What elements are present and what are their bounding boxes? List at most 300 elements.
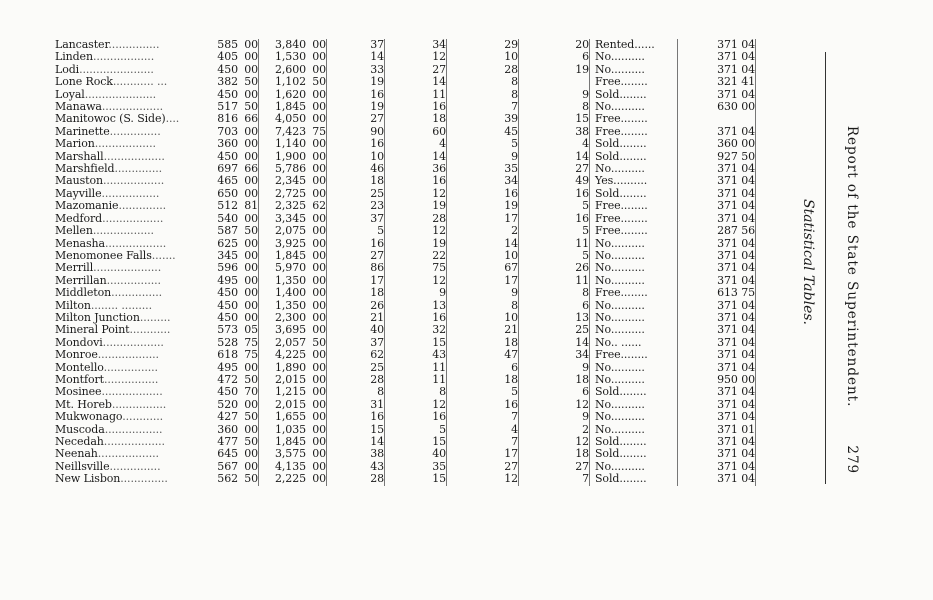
cents-2-cell: 00 [312,186,326,200]
leader-dots: .................... [93,261,162,275]
count-4-cell: 14 [575,149,589,163]
column-rule [756,349,758,361]
place-name: Lancaster [55,38,109,51]
leader-dots: ........ [619,149,647,163]
amount-2-cell: 1,620 [275,87,306,101]
leader-dots: .................. [102,335,164,349]
leader-dots: ........ [619,385,647,399]
column-rule [756,51,758,63]
count-2-cell: 14 [432,149,446,163]
amount-2-cell: 1,350 [275,298,306,312]
count-3-cell: 2 [511,224,518,238]
leader-dots: ........ [619,137,647,151]
cents-1-cell: 00 [244,397,258,411]
value-cell: 371 04 [717,261,755,275]
status-text: No [595,422,611,436]
count-4-cell: 5 [582,199,589,213]
column-rule [756,175,758,187]
column-rule [756,151,758,163]
value-cell: 371 04 [717,50,755,64]
place-name: Linden [55,50,93,64]
place-name: Mazomanie [55,199,119,213]
count-3-cell: 8 [511,298,518,312]
amount-2-cell: 1,890 [275,360,306,374]
count-4-cell: 8 [582,286,589,300]
value-cell: 371 04 [717,273,755,287]
cents-2-cell: 00 [312,174,326,188]
place-name: Menomonee Falls [55,248,152,262]
place-name: Menasha [55,236,106,250]
amount-1-cell: 465 [217,174,238,188]
status-text: No [595,459,611,473]
amount-2-cell: 2,345 [275,174,306,188]
value-cell: 371 04 [717,447,755,461]
leader-dots: .................. [92,224,154,238]
amount-2-cell: 1,400 [275,286,306,300]
table-row [55,436,757,448]
table-row [55,287,757,299]
count-4-cell: 9 [582,360,589,374]
count-1-cell: 23 [370,199,384,213]
count-4-cell: 13 [575,310,589,324]
amount-2-cell: 1,655 [275,410,306,424]
table-row [55,39,757,51]
count-2-cell: 16 [432,174,446,188]
cents-1-cell: 00 [244,261,258,275]
value-cell: 371 04 [717,472,755,486]
cents-2-cell: 00 [312,38,326,51]
count-3-cell: 27 [504,459,518,473]
column-rule [756,138,758,150]
count-2-cell: 4 [439,137,446,151]
count-1-cell: 19 [370,75,384,89]
page-rule [825,52,826,484]
count-2-cell: 12 [432,397,446,411]
column-rule [756,424,758,436]
count-4-cell [520,76,590,88]
cents-2-cell: 00 [312,137,326,151]
column-rule [756,238,758,250]
count-2-cell: 16 [432,410,446,424]
leader-dots: .................. [97,348,159,362]
count-4-cell: 20 [575,38,589,51]
status-text: Free [595,75,621,89]
leader-dots: .......... [610,248,645,262]
count-1-cell: 43 [370,459,384,473]
leader-dots: .. ...... [610,335,642,349]
value-cell: 360 00 [717,137,755,151]
count-2-cell: 9 [439,286,446,300]
count-2-cell: 11 [432,372,446,386]
place-name: Middleton [55,286,112,300]
value-cell: 371 04 [717,62,755,76]
amount-1-cell: 345 [217,248,238,262]
count-4-cell: 9 [582,410,589,424]
cents-1-cell: 00 [244,286,258,300]
cents-1-cell: 00 [244,459,258,473]
cents-1-cell: 50 [244,75,258,89]
cents-1-cell: 66 [244,112,258,126]
count-3-cell: 7 [511,410,518,424]
count-4-cell: 6 [582,50,589,64]
cents-2-cell: 00 [312,298,326,312]
leader-dots: ........ [619,435,647,448]
count-2-cell: 12 [432,186,446,200]
count-1-cell: 21 [370,310,384,324]
amount-1-cell: 450 [217,385,238,399]
count-3-cell: 9 [511,286,518,300]
amount-1-cell: 596 [217,261,238,275]
amount-2-cell: 1,845 [275,435,306,448]
place-name: Manawa [55,100,102,114]
cents-1-cell: 66 [244,162,258,176]
place-name: Marion [55,137,95,151]
statistics-table-body [55,39,757,486]
column-rule [756,101,758,113]
amount-1-cell: 405 [217,50,238,64]
count-3-cell: 47 [504,348,518,362]
status-text: Yes [595,174,614,188]
count-4-cell: 6 [582,385,589,399]
column-rule [756,275,758,287]
amount-2-cell: 4,050 [275,112,306,126]
leader-dots: ........ [620,211,648,225]
count-4-cell: 26 [575,261,589,275]
count-3-cell: 5 [511,385,518,399]
count-1-cell: 14 [370,50,384,64]
amount-1-cell: 450 [217,298,238,312]
value-cell: 630 00 [717,100,755,114]
count-2-cell: 11 [432,360,446,374]
status-text: No [595,50,611,64]
leader-dots: ........ [619,186,647,200]
count-1-cell: 8 [377,385,384,399]
amount-2-cell: 2,600 [275,62,306,76]
cents-2-cell: 50 [312,75,326,89]
count-1-cell: 27 [370,248,384,262]
value-cell: 613 75 [717,286,755,300]
cents-1-cell: 00 [244,248,258,262]
leader-dots: ........ [620,286,648,300]
leader-dots: .................. [92,50,155,64]
count-4-cell: 6 [582,298,589,312]
leader-dots: ........ ......... [90,298,152,312]
amount-1-cell: 450 [217,62,238,76]
value-cell: 371 04 [717,348,755,362]
value-cell: 321 41 [717,75,755,89]
count-2-cell: 18 [432,112,446,126]
cents-2-cell: 00 [312,435,326,448]
count-3-cell: 29 [504,38,518,51]
cents-1-cell: 00 [244,447,258,461]
count-1-cell: 31 [370,397,384,411]
place-cell [55,473,201,485]
place-name: Milton Junction [55,310,140,324]
value-cell: 371 04 [717,385,755,399]
amount-2-cell: 2,725 [275,186,306,200]
status-text: No [595,62,611,76]
amount-1-cell: 540 [217,211,238,225]
column-rule [756,399,758,411]
count-1-cell: 37 [370,38,384,51]
count-3-cell: 16 [504,186,518,200]
value-cell: 371 04 [717,211,755,225]
cents-2-cell: 00 [312,248,326,262]
amount-2-cell: 7,423 [275,124,306,138]
count-3-cell: 17 [504,447,518,461]
column-rule [756,362,758,374]
report-title: Report of the State Superintendent. [844,125,860,408]
leader-dots: ................ [106,273,161,287]
place-name: Merrillan [55,273,107,287]
column-rule [756,225,758,237]
cents-2-cell: 00 [312,286,326,300]
leader-dots: ...... [634,38,655,51]
leader-dots: ................ [103,360,158,374]
count-4-cell: 12 [575,397,589,411]
value-cell: 371 04 [717,323,755,337]
column-rule [756,337,758,349]
place-name: Necedah [55,435,104,448]
leader-dots: ............... [111,286,163,300]
count-3-cell: 10 [504,50,518,64]
cents-2-cell: 00 [312,112,326,126]
leader-dots: .......... [610,298,645,312]
cents-2-cell: 50 [312,335,326,349]
leader-dots: ........ [619,87,647,101]
leader-dots: ................. [104,422,163,436]
value-cell: 371 04 [717,335,755,349]
count-4-cell: 11 [575,273,589,287]
count-4-cell: 27 [575,459,589,473]
count-2-cell: 16 [432,310,446,324]
place-name: Lone Rock [55,75,113,89]
status-text: No [595,236,611,250]
leader-dots: .......... [613,174,648,188]
amount-1-cell: 427 [217,410,238,424]
cents-2-cell: 00 [312,224,326,238]
leader-dots: .................. [102,174,165,188]
cents-1-cell: 75 [244,335,258,349]
value-cell: 371 04 [717,298,755,312]
status-text: No [595,397,611,411]
value-cell: 371 04 [717,174,755,188]
leader-dots: ........ [620,224,648,238]
cents-2-cell: 00 [312,323,326,337]
count-4-cell: 4 [582,137,589,151]
amount-1-cell: 587 [217,224,238,238]
count-2-cell: 15 [432,435,446,448]
column-rule [756,213,758,225]
place-name: Monroe [55,348,98,362]
status-text: Sold [595,435,620,448]
count-2-cell: 5 [439,422,446,436]
count-1-cell: 33 [370,62,384,76]
count-3-cell: 7 [511,100,518,114]
amount-2-cell: 2,225 [275,472,306,486]
value-cell: 371 04 [717,199,755,213]
status-text: Sold [595,149,620,163]
amount-2-cell: 1,530 [275,50,306,64]
count-2-cell: 35 [432,459,446,473]
count-4-cell: 16 [575,211,589,225]
column-rule [756,312,758,324]
leader-dots: ............ ... [112,75,168,89]
page-number: 279 [844,445,860,475]
place-name: Marinette [55,124,110,138]
value-cell: 371 04 [717,186,755,200]
status-cell [591,473,678,485]
amount-2-cell: 3,925 [275,236,306,250]
amount-2-cell: 5,970 [275,261,306,275]
leader-dots: ............... [109,124,161,138]
amount-2-cell: 3,575 [275,447,306,461]
leader-dots: .......... [610,162,645,176]
leader-dots: .......... [610,62,645,76]
count-4-cell: 9 [582,87,589,101]
count-1-cell: 25 [370,360,384,374]
place-name: Mukwonago [55,410,123,424]
status-text: No [595,372,611,386]
place-name: Mellen [55,224,93,238]
status-text: Free [595,124,621,138]
count-3-cell: 21 [504,323,518,337]
cents-1-cell: 50 [244,435,258,448]
value-cell: 927 50 [717,149,755,163]
cents-1-cell: 00 [244,422,258,436]
status-text: Free [595,211,621,225]
leader-dots: ............ [129,323,171,337]
count-3-cell: 8 [511,87,518,101]
count-3-cell: 28 [504,62,518,76]
cents-2-cell: 00 [312,360,326,374]
status-text: No [595,162,611,176]
count-1-cell: 28 [370,372,384,386]
table-row [55,337,757,349]
place-name: Marshfield [55,162,115,176]
count-3-cell: 18 [504,372,518,386]
count-1-cell: 62 [370,348,384,362]
count-3-cell: 18 [504,335,518,349]
cents-2-cell: 00 [312,211,326,225]
leader-dots: ......... [139,310,171,324]
status-text: Sold [595,447,620,461]
amount-1-cell: 618 [217,348,238,362]
amount-1-cell: 562 [217,472,238,486]
cents-1-cell: 50 [244,372,258,386]
count-4-cell: 34 [575,348,589,362]
count-3-cell: 7 [511,435,518,448]
count-1-cell: 10 [370,149,384,163]
leader-dots: .............. [114,162,163,176]
place-name: Montfort [55,372,104,386]
count-1-cell: 37 [370,335,384,349]
count-4-cell: 5 [582,248,589,262]
table-row [55,349,757,361]
count-4-cell: 16 [575,186,589,200]
cents-2-cell: 00 [312,87,326,101]
status-text: Free [595,112,621,126]
amount-1-cell: 477 [217,435,238,448]
cents-1-cell: 00 [244,310,258,324]
amount-1-cell: 495 [217,360,238,374]
leader-dots: ............ [122,410,164,424]
count-1-cell: 14 [370,435,384,448]
place-name: Merrill [55,261,94,275]
leader-dots: ........ [620,112,648,126]
leader-dots: ............... [109,459,161,473]
cents-2-cell: 00 [312,261,326,275]
column-rule [756,411,758,423]
count-2-cell: 12 [432,273,446,287]
leader-dots: .......... [610,100,645,114]
value-cell: 371 04 [717,397,755,411]
cents-2-cell: 00 [312,273,326,287]
amount-1-cell: 382 [217,75,238,89]
count-3-cell: 10 [504,248,518,262]
table-row [55,126,757,138]
column-rule [756,163,758,175]
cents-1-cell: 00 [244,50,258,64]
column-rule [756,436,758,448]
status-text: No [595,360,611,374]
amount-2-cell: 1,035 [275,422,306,436]
leader-dots: .......... [610,273,645,287]
cents-2-cell: 00 [312,385,326,399]
amount-1-cell: 495 [217,273,238,287]
amount-2-cell: 2,015 [275,372,306,386]
cents-1-cell: 00 [244,360,258,374]
table-row [55,473,757,485]
count-1-cell: 17 [370,273,384,287]
amount-1-cell: 625 [217,236,238,250]
cents-1-cell: 00 [244,149,258,163]
status-text: Sold [595,472,620,486]
place-name: Montello [55,360,104,374]
column-rule [756,262,758,274]
leader-dots: .............. [120,472,168,486]
leader-dots: .................. [101,385,163,399]
cents-1-cell: 50 [244,224,258,238]
place-name: New Lisbon [55,472,121,486]
count-1-cell: 86 [370,261,384,275]
count-3-cell: 5 [511,137,518,151]
cents-1-cell: 00 [244,273,258,287]
cents-1-cell: 00 [244,236,258,250]
amount-1-cell: 585 [217,38,238,51]
place-name: Mayville [55,186,102,200]
column-rule [756,200,758,212]
amount-1-cell: 360 [217,422,238,436]
column-rule [756,39,758,51]
leader-dots: ................ [111,397,167,411]
count-4-cell: 8 [582,100,589,114]
status-text: No [595,310,611,324]
count-3-cell: 16 [504,397,518,411]
amount-1-cell: 512 [217,199,238,213]
cents-2-cell: 00 [312,422,326,436]
amount-2-cell: 3,695 [275,323,306,337]
value-cell: 371 04 [717,236,755,250]
count-1-cell: 16 [370,236,384,250]
count-4-cell: 2 [582,422,589,436]
count-3-cell: 4 [511,422,518,436]
count-1-cell: 38 [370,447,384,461]
count-1-cell: 27 [370,112,384,126]
status-text: No [595,261,611,275]
count-2-cell: 11 [432,87,446,101]
count-3-cell: 9 [511,149,518,163]
